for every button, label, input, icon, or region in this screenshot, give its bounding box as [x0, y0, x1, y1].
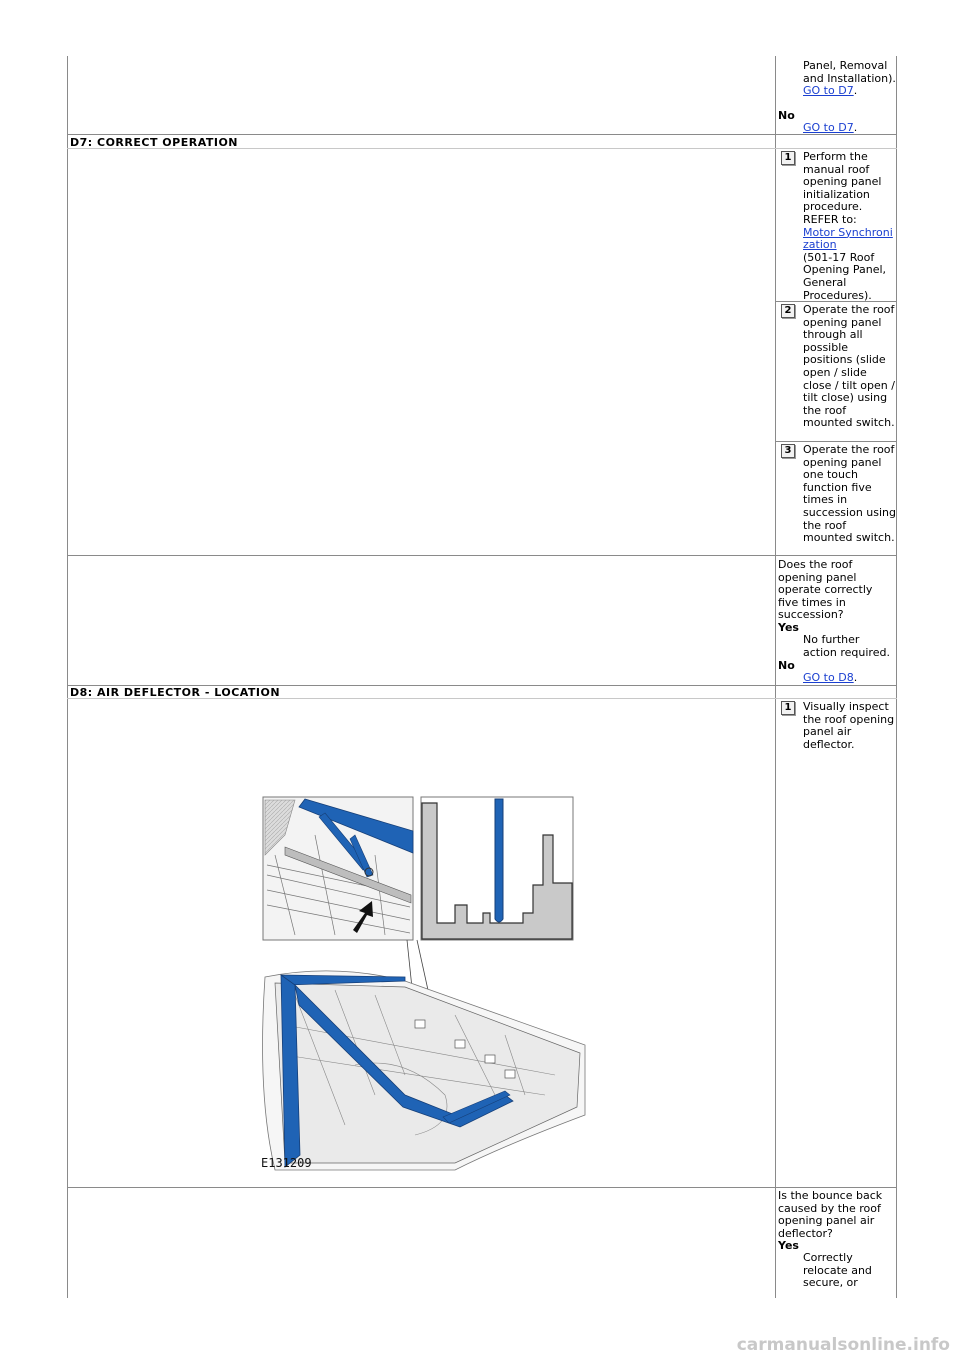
- no-label: No: [778, 109, 795, 122]
- yes-label: Yes: [778, 1239, 799, 1252]
- d7-step-3-text: Operate the roof opening panel one touch function five times in succession using the roof mounted switch.: [803, 443, 896, 545]
- goto-d7-link-2[interactable]: GO to D7: [803, 121, 854, 134]
- period: .: [853, 671, 858, 684]
- step-text: Perform the manual roof opening panel initialization procedure. REFER to:: [803, 150, 882, 226]
- step-text: (501-17 Roof Opening Panel, General Procedures).: [803, 250, 887, 302]
- top-text-content: Panel, Removal and Installation).: [803, 59, 896, 85]
- goto-d8-link[interactable]: GO to D8: [803, 671, 854, 684]
- step-number-box: 1: [781, 151, 795, 165]
- d7-heading: D7: CORRECT OPERATION: [70, 136, 239, 149]
- d7-yes-text: No further action required.: [803, 633, 890, 659]
- watermark-footer: carmanualsonline.info: [736, 1335, 950, 1356]
- figure-label: E131209: [261, 1156, 312, 1170]
- detail-inset-right: [421, 797, 573, 940]
- motor-synchronization-link[interactable]: Motor Synchronization: [803, 225, 893, 252]
- goto-d7-link[interactable]: GO to D7: [803, 84, 854, 98]
- period: .: [853, 121, 858, 134]
- step-number-box: 1: [781, 701, 795, 715]
- d8-question: Is the bounce back caused by the roof opening panel air deflector?: [778, 1189, 883, 1240]
- top-text: [803, 60, 896, 98]
- row-divider: [67, 555, 897, 556]
- row-divider: [67, 1187, 897, 1188]
- d7-no-row: [803, 672, 896, 685]
- air-deflector-illustration: [255, 795, 590, 1175]
- d7-step-1-text: [803, 151, 896, 302]
- step-number-box: 3: [781, 444, 795, 458]
- detail-inset-left: [263, 797, 413, 940]
- no-label: No: [778, 659, 795, 672]
- d8-step-1-text: Visually inspect the roof opening panel air deflector.: [803, 700, 895, 751]
- d7-question: Does the roof opening panel operate correctly five times in succession?: [778, 558, 873, 622]
- roof-main-view: [263, 971, 585, 1170]
- step-divider: [776, 441, 897, 442]
- table-left-border: [67, 56, 68, 1298]
- row-divider: [67, 134, 897, 135]
- no-link-row: [803, 122, 896, 135]
- d7-step-2-text: Operate the roof opening panel through all possible positions (slide open / slide close / tilt open / tilt close) using the roof mounted switch.: [803, 303, 895, 430]
- yes-label: Yes: [778, 621, 799, 634]
- table-right-border: [896, 56, 897, 1298]
- d8-heading: D8: AIR DEFLECTOR - LOCATION: [70, 686, 281, 699]
- d8-yes-text: Correctly relocate and secure, or: [803, 1251, 872, 1290]
- table-column-divider: [775, 56, 776, 1298]
- period: .: [853, 84, 858, 98]
- step-number-box: 2: [781, 304, 795, 318]
